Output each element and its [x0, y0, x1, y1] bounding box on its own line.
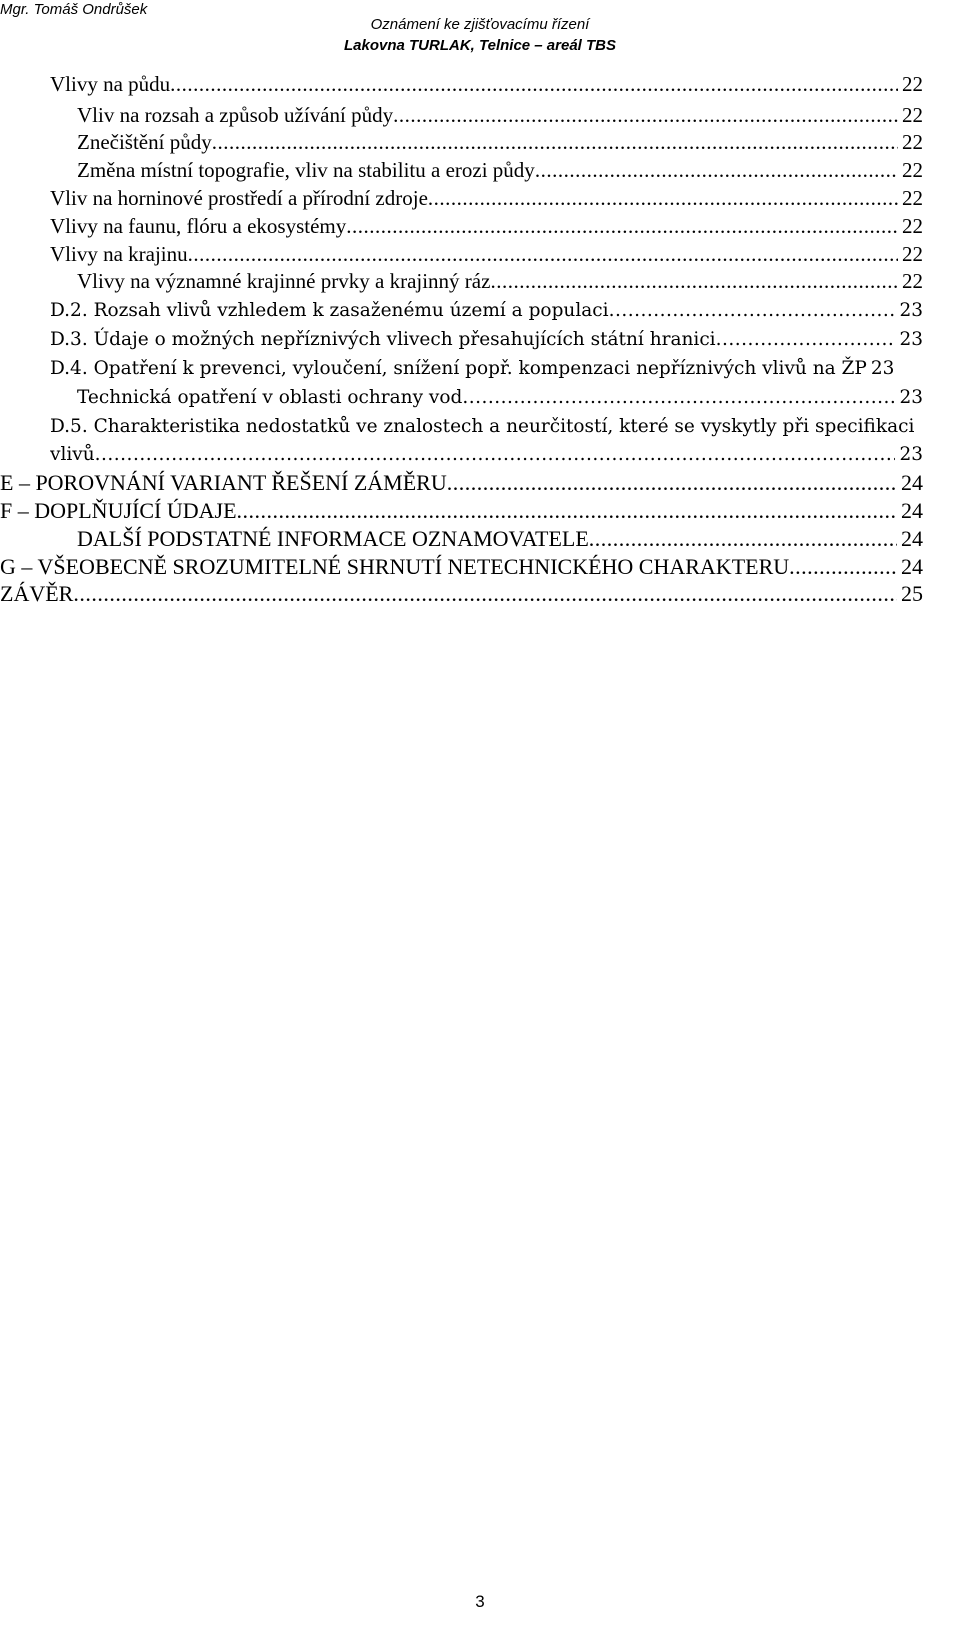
toc-entry[interactable] — [50, 70, 923, 98]
toc-entry-text: vlivů — [50, 444, 95, 465]
toc-leader — [393, 101, 898, 129]
toc-entry-page: 23 — [899, 387, 923, 408]
toc-entry-text: D.5. Charakteristika nedostatků ve znalostech a neurčitostí, které se vyskytly při specifikaci — [50, 416, 915, 437]
toc-leader — [237, 497, 897, 525]
toc-entry-text: Vlivy na krajinu — [50, 242, 188, 266]
toc-leader — [73, 580, 897, 608]
toc-leader — [212, 128, 898, 156]
toc-entry-text: ZÁVĚR — [0, 581, 74, 606]
toc-leader — [535, 156, 898, 184]
page-number: 3 — [475, 1592, 485, 1611]
toc-entry-text: Technická opatření v oblasti ochrany vod — [77, 387, 463, 408]
toc-entry[interactable] — [77, 156, 923, 184]
toc-entry-page: 25 — [901, 581, 923, 606]
header-author: Mgr. Tomáš Ondrůšek — [0, 1, 148, 18]
toc-entry-page: 23 — [899, 300, 923, 321]
toc-leader — [789, 553, 897, 581]
header-project-name: Lakovna TURLAK, Telnice – areál TBS — [343, 37, 617, 54]
toc-entry-page: 22 — [902, 242, 923, 266]
toc-entry-text: DALŠÍ PODSTATNÉ INFORMACE OZNAMOVATELE — [77, 526, 589, 551]
toc-entry-text: D.3. Údaje o možných nepříznivých vlivech přesahujících státní hranici — [50, 329, 716, 350]
toc-entry[interactable] — [0, 553, 923, 581]
toc-entry-page: 22 — [902, 269, 923, 293]
toc-entry-text: F – DOPLŇUJÍCÍ ÚDAJE — [0, 498, 237, 523]
toc-entry[interactable] — [50, 355, 923, 383]
toc-entry-page: 22 — [902, 158, 923, 182]
toc-leader — [428, 184, 898, 212]
toc-entry[interactable] — [0, 497, 923, 525]
toc-entry[interactable] — [50, 297, 923, 325]
toc-entry-text: Znečištění půdy — [77, 130, 212, 154]
toc-entry[interactable] — [50, 212, 923, 240]
toc-entry-page: 24 — [901, 498, 923, 523]
toc-leader — [170, 70, 898, 98]
toc-entry-page: 23 — [899, 329, 923, 350]
toc-entry[interactable] — [77, 525, 923, 553]
toc-entry[interactable] — [50, 184, 923, 212]
toc-leader — [609, 297, 896, 325]
toc-entry-page: 24 — [901, 554, 923, 579]
toc-entry-page: 22 — [902, 214, 923, 238]
toc-entry-page: 22 — [902, 103, 923, 127]
toc-entry-text: Vliv na horninové prostředí a přírodní zdroje — [50, 186, 428, 210]
toc-entry-text: Vlivy na faunu, flóru a ekosystémy — [50, 214, 347, 238]
toc-leader — [716, 326, 896, 354]
toc-entry-page: 24 — [901, 526, 923, 551]
toc-entry[interactable] — [50, 441, 923, 469]
toc-entry-text: Vlivy na významné krajinné prvky a krajinný ráz — [77, 269, 491, 293]
toc-entry[interactable] — [0, 469, 923, 497]
toc-leader — [462, 384, 895, 412]
toc-entry[interactable] — [0, 580, 923, 608]
toc-entry-page: 24 — [901, 470, 923, 495]
toc-entry-text: Vlivy na půdu — [50, 72, 171, 96]
toc-entry-text: Změna místní topografie, vliv na stabilitu a erozi půdy — [77, 158, 535, 182]
toc-entry[interactable] — [50, 240, 923, 268]
toc-entry[interactable] — [77, 384, 923, 412]
toc-entry-page: 23 — [899, 444, 923, 465]
toc-leader — [589, 525, 897, 553]
toc-entry[interactable] — [77, 128, 923, 156]
header-document-title: Oznámení ke zjišťovacímu řízení — [370, 16, 590, 33]
toc-entry-page: 22 — [902, 72, 923, 96]
toc-entry[interactable] — [77, 101, 923, 129]
toc-entry-text: Vliv na rozsah a způsob užívání půdy — [77, 103, 394, 127]
toc-entry[interactable] — [50, 326, 923, 354]
toc-entry-text: G – VŠEOBECNĚ SROZUMITELNÉ SHRNUTÍ NETECHNICKÉHO CHARAKTERU — [0, 554, 790, 579]
toc-leader — [346, 212, 898, 240]
toc-leader — [447, 469, 897, 497]
toc-entry[interactable] — [77, 267, 923, 295]
toc-entry-page: 23 — [870, 358, 895, 379]
toc-leader — [490, 267, 898, 295]
toc-leader — [188, 240, 898, 268]
toc-entry-page: 22 — [902, 130, 923, 154]
toc-entry-text: D.4. Opatření k prevenci, vyloučení, snížení popř. kompenzaci nepříznivých vlivů na ŽP — [50, 358, 867, 379]
toc-entry-text: D.2. Rozsah vlivů vzhledem k zasaženému území a populaci — [50, 300, 609, 321]
toc-entry-text: E – POROVNÁNÍ VARIANT ŘEŠENÍ ZÁMĚRU — [0, 470, 447, 495]
toc-entry[interactable] — [50, 413, 923, 441]
toc-leader — [95, 441, 896, 469]
toc-entry-page: 22 — [902, 186, 923, 210]
